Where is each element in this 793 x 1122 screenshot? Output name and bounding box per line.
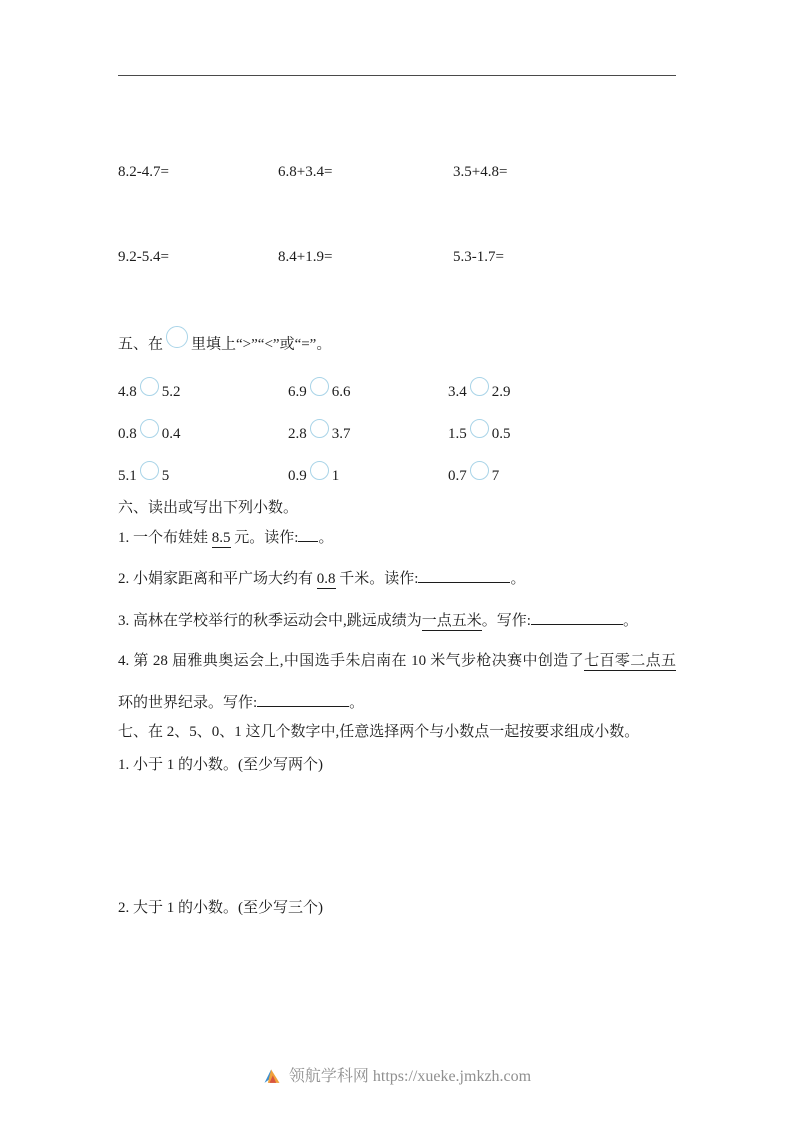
question-text: 千米。读作: xyxy=(335,571,419,587)
answer-blank xyxy=(531,612,623,625)
arithmetic-row-2 xyxy=(118,247,676,267)
question-text: 环的世界纪录。写作: xyxy=(118,695,258,711)
section5-title-after: 里填上“>”“<”或“=”。 xyxy=(191,336,332,353)
answer-circle xyxy=(470,461,489,480)
answer-blank xyxy=(418,570,510,583)
left-number: 0.9 xyxy=(288,468,307,484)
answer-circle xyxy=(310,461,329,480)
comparison-item xyxy=(118,424,288,444)
footer-text: 领航学科网 https://xueke.jmkzh.com xyxy=(288,1068,532,1085)
arithmetic-problem: 9.2-5.4= xyxy=(118,249,169,265)
right-number: 3.7 xyxy=(331,426,351,442)
comparison-item xyxy=(448,424,676,444)
question-text: 1. 一个布娃娃 xyxy=(118,530,212,546)
section6-title: 六、读出或写出下列小数。 xyxy=(118,500,299,516)
answer-circle xyxy=(140,461,159,480)
left-number: 1.5 xyxy=(448,426,467,442)
left-number: 3.4 xyxy=(448,384,467,400)
question-text: 2. 小娟家距离和平广场大约有 xyxy=(118,571,317,587)
question-7-1: 1. 小于 1 的小数。(至少写两个) xyxy=(118,757,323,773)
comparison-item xyxy=(448,466,676,486)
comparison-item xyxy=(448,382,676,402)
section7-title: 七、在 2、5、0、1 这几个数字中,任意选择两个与小数点一起按要求组成小数。 xyxy=(118,724,640,740)
comparison-row-2 xyxy=(118,424,676,444)
answer-circle xyxy=(140,419,159,438)
answer-circle xyxy=(166,326,188,348)
question-text: 。写作: xyxy=(481,613,531,629)
comparison-item xyxy=(288,382,448,402)
site-logo-icon xyxy=(262,1067,282,1087)
question-text: 。 xyxy=(510,571,526,587)
question-text: 。 xyxy=(622,613,638,629)
comparison-item xyxy=(288,466,448,486)
comparison-item xyxy=(118,466,288,486)
underlined-value: 8.5 xyxy=(211,530,231,546)
answer-circle xyxy=(310,419,329,438)
question-6-1 xyxy=(118,528,676,548)
answer-circle xyxy=(470,419,489,438)
arithmetic-problem: 5.3-1.7= xyxy=(453,249,504,265)
arithmetic-row-1 xyxy=(118,162,676,182)
answer-blank xyxy=(257,694,349,707)
comparison-item xyxy=(118,382,288,402)
question-text: 。 xyxy=(349,695,365,711)
question-text: 4. 第 28 届雅典奥运会上,中国选手朱启南在 10 米气步枪决赛中创造了 xyxy=(118,653,585,669)
question-text: 元。读作: xyxy=(230,530,299,546)
right-number: 0.5 xyxy=(491,426,511,442)
arithmetic-problem: 6.8+3.4= xyxy=(278,164,333,180)
top-divider xyxy=(118,75,676,76)
arithmetic-problem: 3.5+4.8= xyxy=(453,164,508,180)
answer-blank xyxy=(298,529,318,542)
question-text: 。 xyxy=(318,530,334,546)
right-number: 6.6 xyxy=(331,384,351,400)
section5-title xyxy=(118,334,676,356)
underlined-value: 0.8 xyxy=(316,571,336,587)
section5-title-before: 五、在 xyxy=(118,336,164,353)
right-number: 5.2 xyxy=(161,384,181,400)
left-number: 2.8 xyxy=(288,426,307,442)
question-7-2: 2. 大于 1 的小数。(至少写三个) xyxy=(118,900,323,916)
left-number: 4.8 xyxy=(118,384,137,400)
underlined-value: 七百零二点五 xyxy=(584,653,676,669)
right-number: 0.4 xyxy=(161,426,181,442)
comparison-row-3 xyxy=(118,466,676,486)
left-number: 0.8 xyxy=(118,426,137,442)
question-6-2 xyxy=(118,569,676,589)
question-6-3 xyxy=(118,611,676,631)
right-number: 2.9 xyxy=(491,384,511,400)
left-number: 0.7 xyxy=(448,468,467,484)
left-number: 6.9 xyxy=(288,384,307,400)
arithmetic-problem: 8.2-4.7= xyxy=(118,164,169,180)
right-number: 7 xyxy=(491,468,500,484)
answer-circle xyxy=(310,377,329,396)
comparison-row-1 xyxy=(118,382,676,402)
question-text: 3. 高林在学校举行的秋季运动会中,跳远成绩为 xyxy=(118,613,422,629)
underlined-value: 一点五米 xyxy=(421,613,482,629)
right-number: 1 xyxy=(331,468,340,484)
question-6-4 xyxy=(118,640,676,724)
comparison-item xyxy=(288,424,448,444)
answer-circle xyxy=(140,377,159,396)
left-number: 5.1 xyxy=(118,468,137,484)
footer xyxy=(0,1066,793,1088)
answer-circle xyxy=(470,377,489,396)
right-number: 5 xyxy=(161,468,170,484)
arithmetic-problem: 8.4+1.9= xyxy=(278,249,333,265)
